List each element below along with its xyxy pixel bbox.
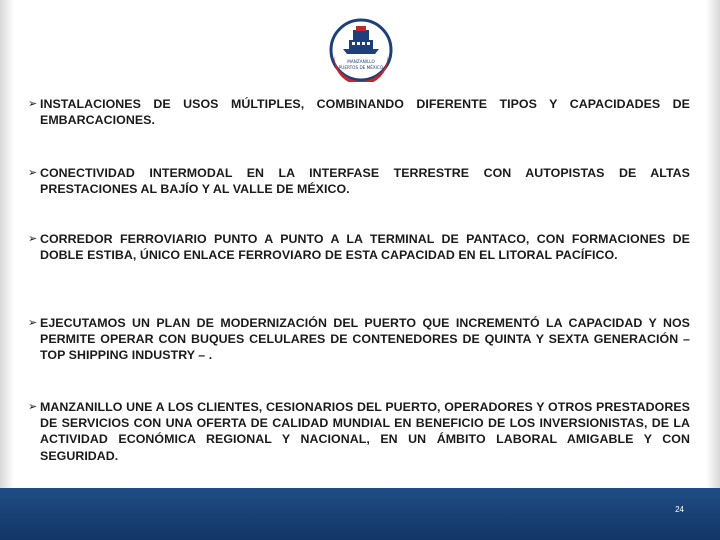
- bullet-text: INSTALACIONES DE USOS MÚLTIPLES, COMBINANDO DIFERENTE TIPOS Y CAPACIDADES DE EMBARCACIONES.: [40, 97, 690, 128]
- bullet-item: [28, 231, 690, 263]
- bullet-item: [28, 96, 690, 128]
- arrow-bullet-icon: ➢: [28, 98, 38, 110]
- arrow-bullet-icon: ➢: [28, 233, 38, 245]
- bullet-item: [28, 399, 690, 464]
- bullet-item: [28, 315, 690, 364]
- bullet-item: [28, 165, 690, 197]
- left-edge-shadow: [0, 0, 14, 488]
- bullet-text: EJECUTAMOS UN PLAN DE MODERNIZACIÓN DEL PUERTO QUE INCREMENTÓ LA CAPACIDAD Y NOS PERMITE OPERAR CON BUQUES CELULARES DE CONTENEDORES DE QUINTA Y SEXTA GENERACIÓN – TOP SHIPPING INDUSTRY – .: [40, 316, 690, 363]
- right-edge-shadow: [706, 0, 720, 488]
- arrow-bullet-icon: ➢: [28, 317, 38, 329]
- logo-text-line-2: PUERTOS DE MÉXICO: [338, 65, 384, 70]
- footer-bar: [0, 488, 720, 540]
- port-logo: [329, 18, 393, 82]
- bullet-text: CONECTIVIDAD INTERMODAL EN LA INTERFASE TERRESTRE CON AUTOPISTAS DE ALTAS PRESTACIONES AL BAJÍO Y AL VALLE DE MÉXICO.: [40, 166, 690, 197]
- bullet-text: CORREDOR FERROVIARIO PUNTO A PUNTO A LA TERMINAL DE PANTACO, CON FORMACIONES DE DOBLE ESTIBA, ÚNICO ENLACE FERROVIARO DE ESTA CAPACIDAD EN EL LITORAL PACÍFICO.: [40, 232, 690, 263]
- arrow-bullet-icon: ➢: [28, 167, 38, 179]
- page-number: 24: [675, 505, 684, 514]
- arrow-bullet-icon: ➢: [28, 401, 38, 413]
- logo-text-line-1: MANZANILLO: [347, 59, 375, 64]
- bullet-text: MANZANILLO UNE A LOS CLIENTES, CESIONARIOS DEL PUERTO, OPERADORES Y OTROS PRESTADORES DE SERVICIOS CON UNA OFERTA DE CALIDAD MUNDIAL EN BENEFICIO DE LOS INVERSIONISTAS, DE LA ACTIVIDAD ECONÓMICA REGIONAL Y NACIONAL, EN UN ÁMBITO LABORAL AMIGABLE Y CON SEGURIDAD.: [40, 400, 690, 463]
